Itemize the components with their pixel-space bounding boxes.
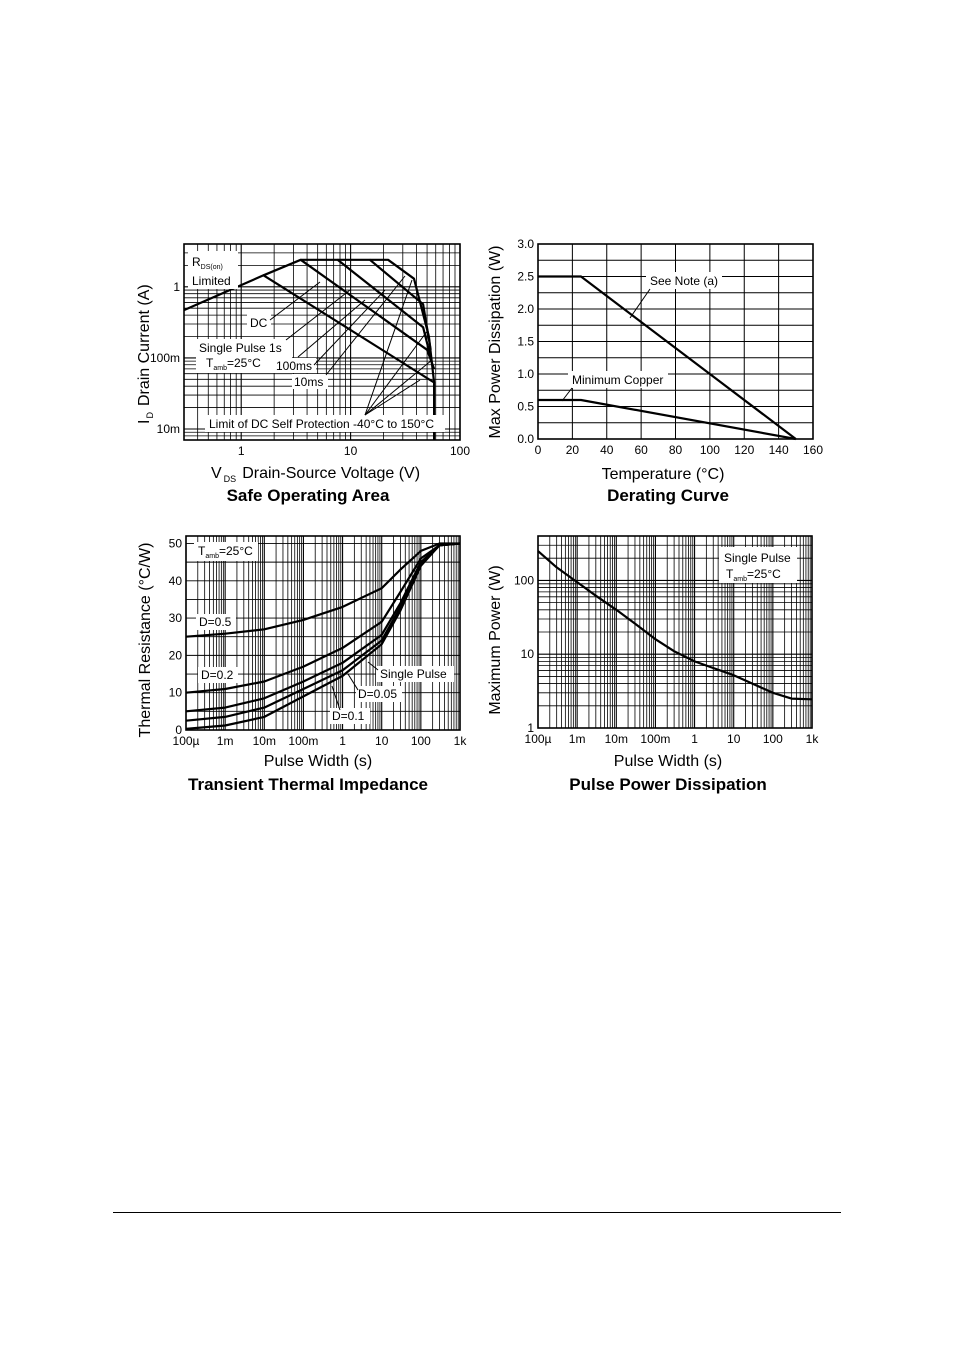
soa-xtick-label: 1 <box>237 444 245 458</box>
derating-plot <box>487 237 823 505</box>
soa-ytick-label: 10m <box>156 421 180 436</box>
pulse-power-single-label: Single Pulse <box>724 551 791 565</box>
derating-ytick-label: 3.0 <box>517 237 534 251</box>
transient-xtick-label: 10m <box>252 734 276 748</box>
footer-rule <box>113 1212 841 1213</box>
pulse-power-ytick-label: 10 <box>520 647 534 662</box>
derating-note-label: See Note (a) <box>650 274 719 288</box>
soa-rds-line2: Limited <box>192 274 231 288</box>
derating-xlabel: Temperature (°C) <box>601 466 725 483</box>
transient-d02-label: D=0.2 <box>201 668 234 682</box>
pulse-power-title: Pulse Power Dissipation <box>569 775 767 794</box>
derating-xtick-label: 20 <box>565 443 580 457</box>
soa-100ms-label: 100ms <box>276 359 313 373</box>
transient-xtick-label: 1m <box>216 734 234 748</box>
soa-dc-label: DC <box>250 316 268 330</box>
soa-xtick-label: 100 <box>449 444 471 458</box>
pulse-power-xtick-label: 1 <box>691 732 698 746</box>
soa-rds-label: $R_{DS(on)}$ <box>192 255 223 271</box>
derating-series-line <box>538 400 796 439</box>
transient-xlabel: Pulse Width (s) <box>263 753 373 770</box>
transient-tamb-label: $T_{amb}=25^\circ C$ <box>198 544 253 560</box>
soa-ytick-label: 100m <box>149 350 180 365</box>
pulse-power-xlabel: Pulse Width (s) <box>613 753 723 770</box>
derating-ylabel: Max Power Dissipation (W) <box>487 245 504 439</box>
soa-series-line <box>370 260 434 383</box>
transient-ytick-label: 10 <box>168 685 182 700</box>
pulse-power-ytick-label: 100 <box>513 573 534 588</box>
pulse-power-ytick-label: 1 <box>527 721 534 735</box>
transient-xtick-label: 100 <box>410 734 431 748</box>
transient-title: Transient Thermal Impedance <box>188 775 428 794</box>
transient-d05-label: D=0.5 <box>199 615 232 629</box>
derating-copper-label: Minimum Copper <box>572 373 664 387</box>
pulse-power-xtick-label: 100 <box>762 732 783 746</box>
soa-10ms-label: 10ms <box>294 375 324 389</box>
soa-pulse1-label: Single Pulse 1s <box>199 341 282 355</box>
derating-xtick-label: 0 <box>534 443 542 457</box>
transient-d01-label: D=0.1 <box>332 709 365 723</box>
derating-ytick-label: 1.5 <box>517 334 534 349</box>
derating-ytick-label: 0.0 <box>517 432 534 446</box>
pulse-power-xtick-label: 100µ <box>524 732 552 746</box>
derating-xtick-label: 140 <box>768 443 789 457</box>
soa-ytick-label: 1 <box>173 279 180 294</box>
transient-ylabel: Thermal Resistance (°C/W) <box>137 542 154 738</box>
derating-xtick-label: 80 <box>668 443 683 457</box>
derating-ytick-label: 1.0 <box>517 367 534 381</box>
derating-note-leader <box>630 289 650 318</box>
soa-xlabel: V $_{DS}$ Drain-Source Voltage (V) <box>211 465 421 484</box>
soa-limit-label: Limit of DC Self Protection -40°C to 150°C <box>209 417 435 431</box>
pulse-power-xtick-label: 10 <box>727 732 741 746</box>
transient-xtick-label: 100m <box>288 734 319 748</box>
derating-ytick-label: 0.5 <box>517 399 534 414</box>
derating-title: Derating Curve <box>607 486 729 505</box>
derating-xtick-label: 120 <box>734 443 755 457</box>
transient-ytick-label: 40 <box>168 573 182 588</box>
pulse-power-ylabel: Maximum Power (W) <box>487 565 504 715</box>
soa-title: Safe Operating Area <box>226 486 390 505</box>
pulse-power-tamb-label: $T_{amb}=25^\circ C$ <box>726 567 781 583</box>
derating-xtick-label: 40 <box>600 443 614 457</box>
transient-ytick-label: 50 <box>168 536 182 551</box>
soa-tamb-label: $T_{amb}=25^\circ C$ <box>206 356 261 372</box>
transient-d005-label: D=0.05 <box>358 687 398 701</box>
pulse-power-xtick-label: 1m <box>568 732 586 746</box>
soa-ylabel: $I_DDrain$ Current (A) <box>136 284 155 424</box>
derating-xtick-label: 100 <box>699 443 720 457</box>
transient-plot <box>137 536 467 794</box>
transient-xtick-label: 100µ <box>172 734 200 748</box>
derating-xtick-label: 60 <box>634 443 648 457</box>
transient-xtick-label: 1k <box>453 734 467 748</box>
transient-single-label: Single Pulse <box>380 667 447 681</box>
soa-xtick-label: 10 <box>343 444 358 458</box>
pulse-power-ticks <box>514 573 819 746</box>
transient-ytick-label: 0 <box>175 723 182 737</box>
pulse-power-xtick-label: 10m <box>604 732 628 746</box>
derating-ytick-label: 2.0 <box>517 302 534 316</box>
pulse-power-xtick-label: 1k <box>805 732 819 746</box>
soa-plot <box>136 244 470 505</box>
transient-xtick-label: 10 <box>375 734 389 748</box>
transient-xtick-label: 1 <box>339 734 346 748</box>
transient-ytick-label: 20 <box>168 648 182 663</box>
derating-ytick-label: 2.5 <box>517 269 534 284</box>
pulse-power-xtick-label: 100m <box>640 732 671 746</box>
derating-xtick-label: 160 <box>802 443 824 457</box>
transient-ytick-label: 30 <box>168 611 182 626</box>
pulse-power-plot <box>487 536 819 794</box>
